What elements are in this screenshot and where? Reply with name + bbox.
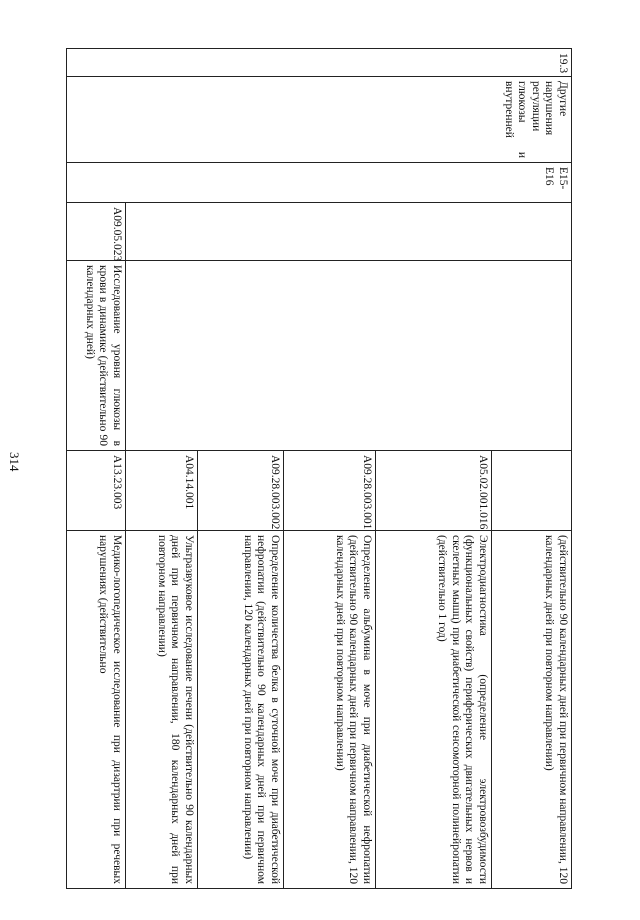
sub-name-cell: Определение количества белка в суточной моче при диабетической нефропатии (действительно 90 календарных дней при первичном направлении, 120 календарных дней при повторном направлении) [198, 531, 284, 889]
diagnosis-name-cell: Другие нарушения регуляции глюкозы и внутренней [67, 77, 572, 163]
sub-name-cell: Электродиагностика (определение электровозбудимости (функциональных свойств) периферических двигательных нервов и скелетных мышц) при диабетической сенсомоторной полинейропатии (действительно 1 год) [376, 531, 492, 889]
rotated-table-wrapper [67, 48, 572, 888]
service-name-cell-empty [126, 261, 572, 451]
service-name-cell: Исследование уровня глюкозы в крови в динамике (действительно 90 календарных дней) [67, 261, 126, 451]
table-row [492, 49, 572, 889]
sub-code-cell [492, 451, 572, 531]
service-code-cell-empty [126, 203, 572, 261]
sub-name-cell: (действительно 90 календарных дней при первичном направлении, 120 календарных дней при повторном направлении) [492, 531, 572, 889]
sub-code-cell: A05.02.001.016 [376, 451, 492, 531]
sub-code-cell: A13.23.003 [67, 451, 126, 531]
services-table [66, 48, 572, 889]
sub-code-cell: A04.14.001 [126, 451, 198, 531]
row-number-cell: 19.3 [67, 49, 572, 77]
sub-code-cell: A09.28.003.001 [284, 451, 376, 531]
service-code-cell: A09.05.023 [67, 203, 126, 261]
sub-name-cell: Определение альбумина в моче при диабетической нефропатии (действительно 90 календарных дней при первичном направлении, 120 календарных дней при повторном направлении) [284, 531, 376, 889]
sub-code-cell: A09.28.003.002 [198, 451, 284, 531]
page-number: 314 [7, 452, 22, 472]
icd-code-cell: E15-E16 [67, 163, 572, 203]
sub-name-cell: Ультразвуковое исследование печени (действительно 90 календарных дней при первичном направлении, 180 календарных дней при повторном направлении) [126, 531, 198, 889]
sub-name-cell: Медико-логопедическое исследование при дизартрии при речевых нарушениях (действительно [67, 531, 126, 889]
